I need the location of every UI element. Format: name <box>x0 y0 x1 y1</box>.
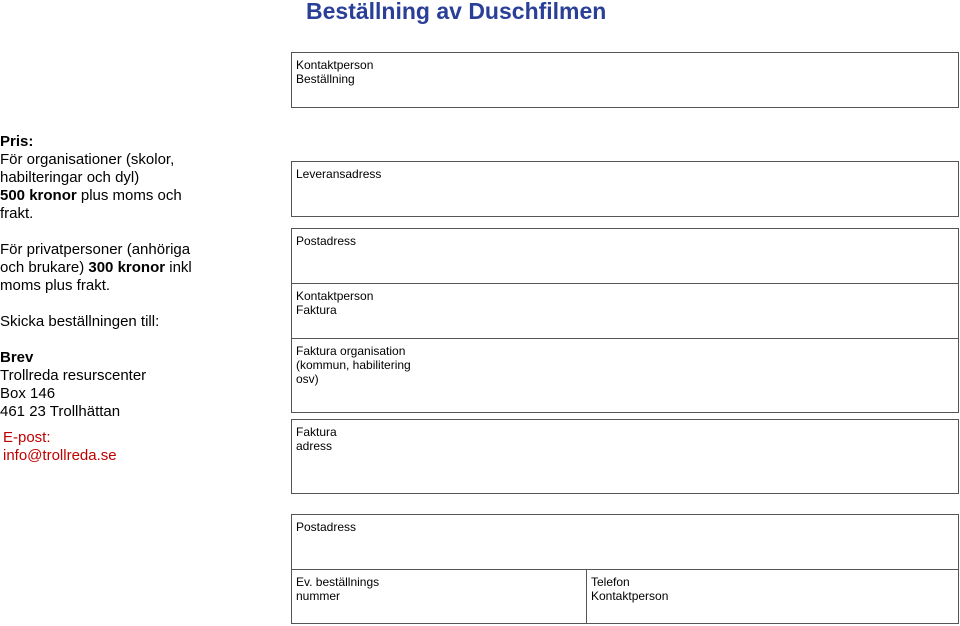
address-line-1: Trollreda resurscenter <box>0 367 147 384</box>
address-line-3: 461 23 Trollhättan <box>0 403 121 420</box>
field-label: (kommun, habilitering <box>296 358 411 372</box>
priv-line-3: moms plus frakt. <box>0 277 111 294</box>
org-price-rest: plus moms och <box>76 187 182 204</box>
postal-address-field-1[interactable] <box>291 228 959 284</box>
contact-invoice-field[interactable] <box>291 283 959 339</box>
field-label: Kontaktperson <box>591 589 669 603</box>
priv-line-2-post: inkl <box>165 259 192 276</box>
price-heading: Pris: <box>0 133 34 150</box>
field-label: Ev. beställnings <box>296 575 380 589</box>
field-label: nummer <box>296 589 341 603</box>
priv-line-1: För privatpersoner (anhöriga <box>0 241 191 258</box>
field-label: Faktura <box>296 303 337 317</box>
invoice-org-field[interactable] <box>291 338 959 413</box>
field-label: Faktura <box>296 425 337 439</box>
page-title: Beställning av Duschfilmen <box>306 0 607 24</box>
field-label: Postadress <box>296 234 357 248</box>
org-line-1: För organisationer (skolor, <box>0 151 175 168</box>
info-column <box>0 133 280 465</box>
priv-line-2-pre: och brukare) <box>0 259 89 276</box>
delivery-address-field[interactable] <box>291 161 959 217</box>
contact-order-field[interactable] <box>291 52 959 108</box>
org-line-4: frakt. <box>0 205 34 222</box>
field-label: Telefon <box>591 575 630 589</box>
phone-contact-field[interactable] <box>586 569 959 624</box>
send-to: Skicka beställningen till: <box>0 313 160 330</box>
field-label: osv) <box>296 372 319 386</box>
email-label: E-post: <box>3 429 51 446</box>
field-label: Kontaktperson <box>296 289 374 303</box>
field-label: Faktura organisation <box>296 344 406 358</box>
address-line-2: Box 146 <box>0 385 56 402</box>
field-label: Postadress <box>296 520 357 534</box>
invoice-address-field[interactable] <box>291 419 959 494</box>
org-price: 500 kronor <box>0 187 77 204</box>
letter-heading: Brev <box>0 349 34 366</box>
postal-address-field-2[interactable] <box>291 514 959 570</box>
field-label: Beställning <box>296 72 355 86</box>
email-link[interactable]: info@trollreda.se <box>3 447 117 464</box>
field-label: Leveransadress <box>296 167 382 181</box>
org-line-2: habilteringar och dyl) <box>0 169 140 186</box>
priv-price: 300 kronor <box>88 259 166 276</box>
order-number-field[interactable] <box>291 569 587 624</box>
field-label: Kontaktperson <box>296 58 374 72</box>
field-label: adress <box>296 439 333 453</box>
